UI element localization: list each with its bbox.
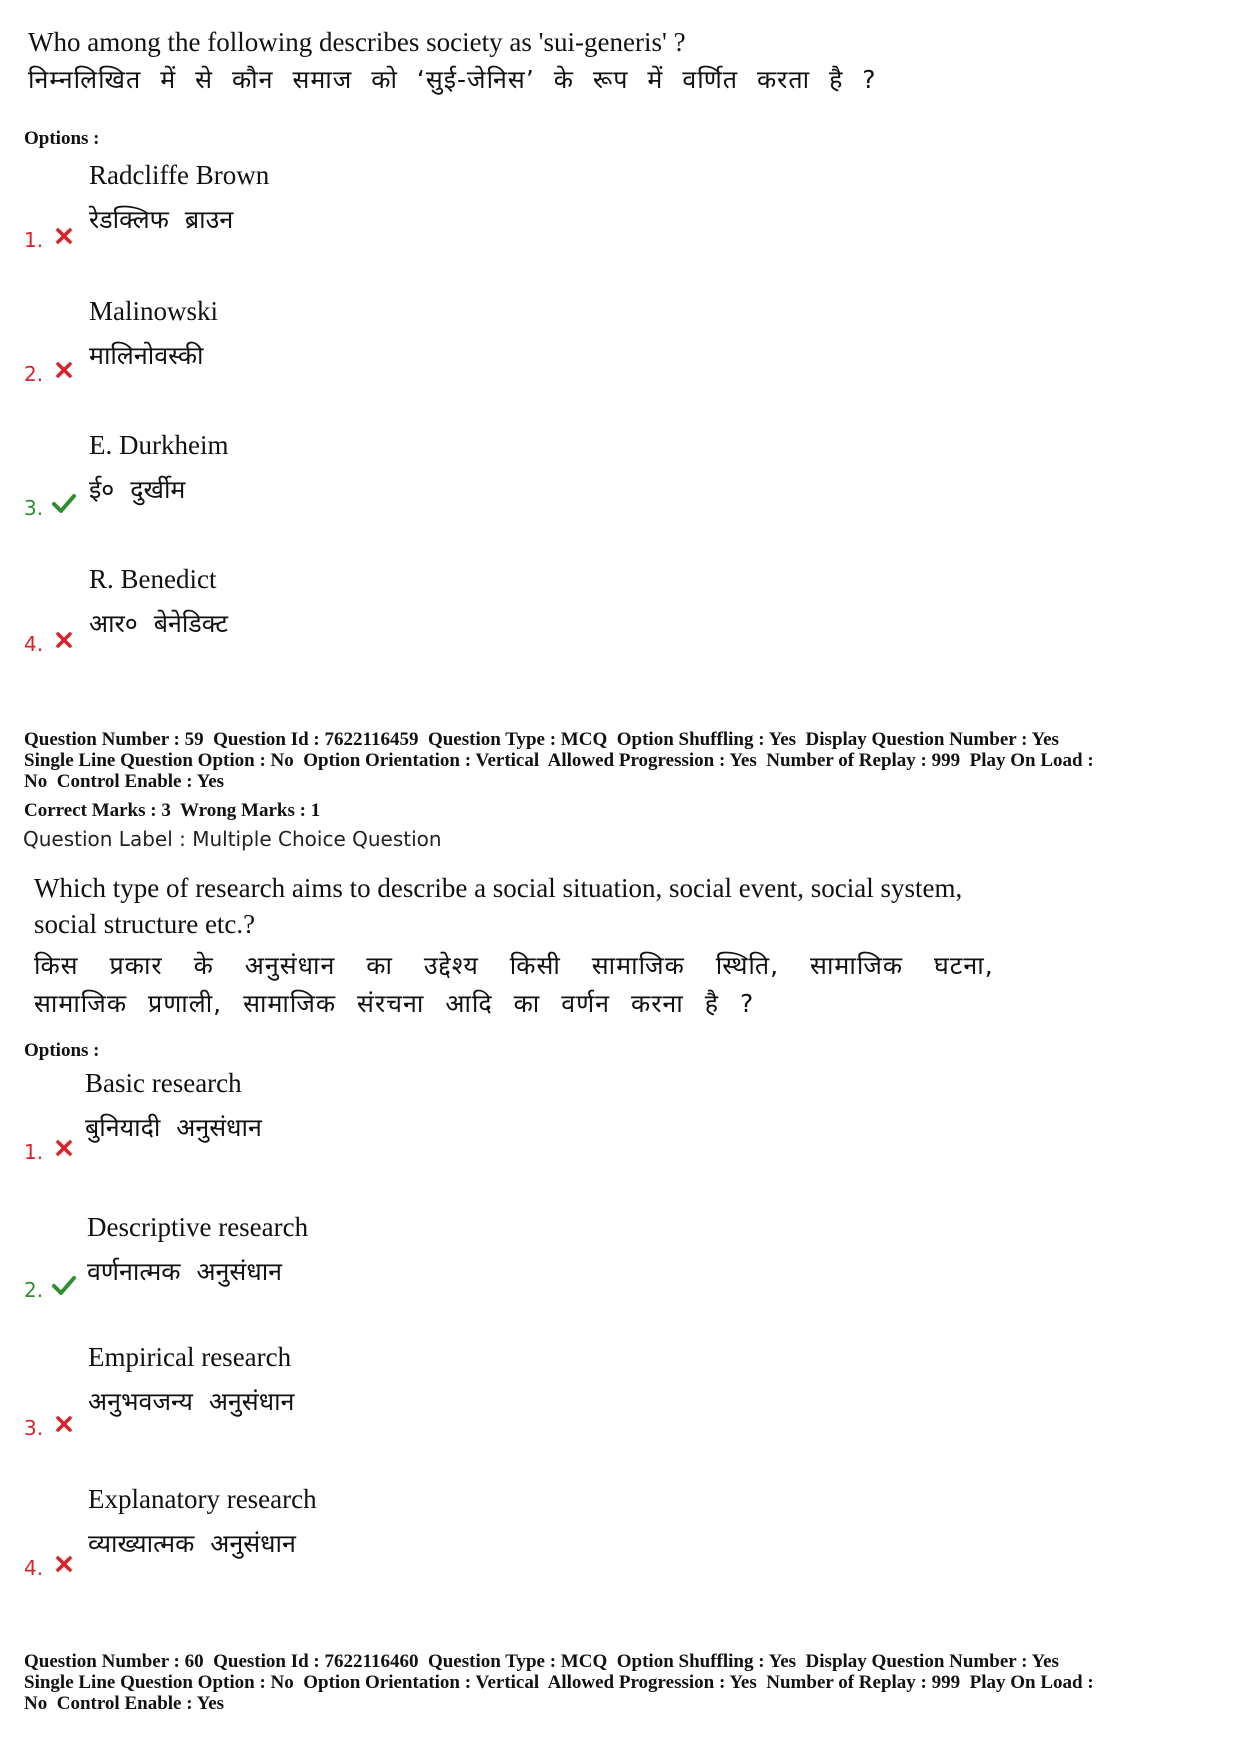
question-59-label: Question Label : Multiple Choice Question: [23, 827, 442, 851]
option-hi: वर्णनात्मक अनुसंधान: [87, 1257, 283, 1286]
question-59-marks: Correct Marks : 3 Wrong Marks : 1: [24, 800, 321, 821]
question-58-text-hi: निम्नलिखित में से कौन समाज को ‘सुई-जेनिस’ के रूप में वर्णित करता है ?: [28, 65, 877, 94]
options-label: Options :: [24, 128, 100, 149]
option-en: Explanatory research: [88, 1484, 317, 1514]
cross-icon: [55, 1415, 73, 1433]
question-59-meta-line-3: No Control Enable : Yes: [24, 771, 225, 792]
cross-icon: [55, 631, 73, 649]
question-59-text-en-1: Which type of research aims to describe a social situation, social event, social system,: [34, 873, 963, 903]
cross-icon: [55, 1555, 73, 1573]
question-60-meta-line-1: Question Number : 60 Question Id : 7622116460 Question Type : MCQ Option Shuffling : Yes Display Question Number : Yes: [24, 1651, 1059, 1672]
question-59-text-hi-2: सामाजिक प्रणाली, सामाजिक संरचना आदि का वर्णन करना है ?: [34, 989, 755, 1018]
check-icon: [52, 1274, 76, 1296]
option-hi: व्याख्यात्मक अनुसंधान: [88, 1529, 296, 1558]
option-hi: बुनियादी अनुसंधान: [85, 1113, 262, 1142]
option-number: 3.: [24, 1416, 44, 1440]
option-en: E. Durkheim: [89, 430, 229, 460]
question-60-meta-line-2: Single Line Question Option : No Option Orientation : Vertical Allowed Progression : Yes Number of Replay : 999 Play On Load :: [24, 1672, 1094, 1693]
option-en: Radcliffe Brown: [89, 160, 270, 190]
cross-icon: [55, 361, 73, 379]
option-number: 4.: [24, 1556, 44, 1580]
option-en: Basic research: [85, 1068, 242, 1098]
question-59-meta-line-2: Single Line Question Option : No Option Orientation : Vertical Allowed Progression : Yes Number of Replay : 999 Play On Load :: [24, 750, 1094, 771]
cross-icon: [55, 1139, 73, 1157]
option-en: Descriptive research: [87, 1212, 309, 1242]
option-number: 2.: [24, 362, 44, 386]
option-en: Empirical research: [88, 1342, 292, 1372]
option-hi: रेडक्लिफ ब्राउन: [89, 205, 234, 234]
check-icon: [52, 492, 76, 514]
option-hi: ई० दुर्खीम: [89, 475, 186, 504]
options-label: Options :: [24, 1040, 100, 1061]
option-en: R. Benedict: [89, 564, 217, 594]
option-number: 2.: [24, 1278, 44, 1302]
option-number: 3.: [24, 496, 44, 520]
question-58-text-en: Who among the following describes society as 'sui-generis' ?: [28, 27, 686, 57]
question-59-meta-line-1: Question Number : 59 Question Id : 7622116459 Question Type : MCQ Option Shuffling : Yes Display Question Number : Yes: [24, 729, 1059, 750]
option-en: Malinowski: [89, 296, 219, 326]
option-number: 1.: [24, 228, 44, 252]
cross-icon: [55, 227, 73, 245]
option-number: 4.: [24, 632, 44, 656]
option-hi: आर० बेनेडिक्ट: [89, 609, 228, 638]
option-number: 1.: [24, 1140, 44, 1164]
question-60-meta-line-3: No Control Enable : Yes: [24, 1693, 225, 1714]
question-59-text-hi-1: किस प्रकार के अनुसंधान का उद्देश्य किसी सामाजिक स्थिति, सामाजिक घटना,: [34, 951, 994, 980]
option-hi: अनुभवजन्य अनुसंधान: [88, 1387, 295, 1416]
option-hi: मालिनोवस्की: [89, 341, 204, 370]
question-59-text-en-2: social structure etc.?: [34, 909, 256, 939]
